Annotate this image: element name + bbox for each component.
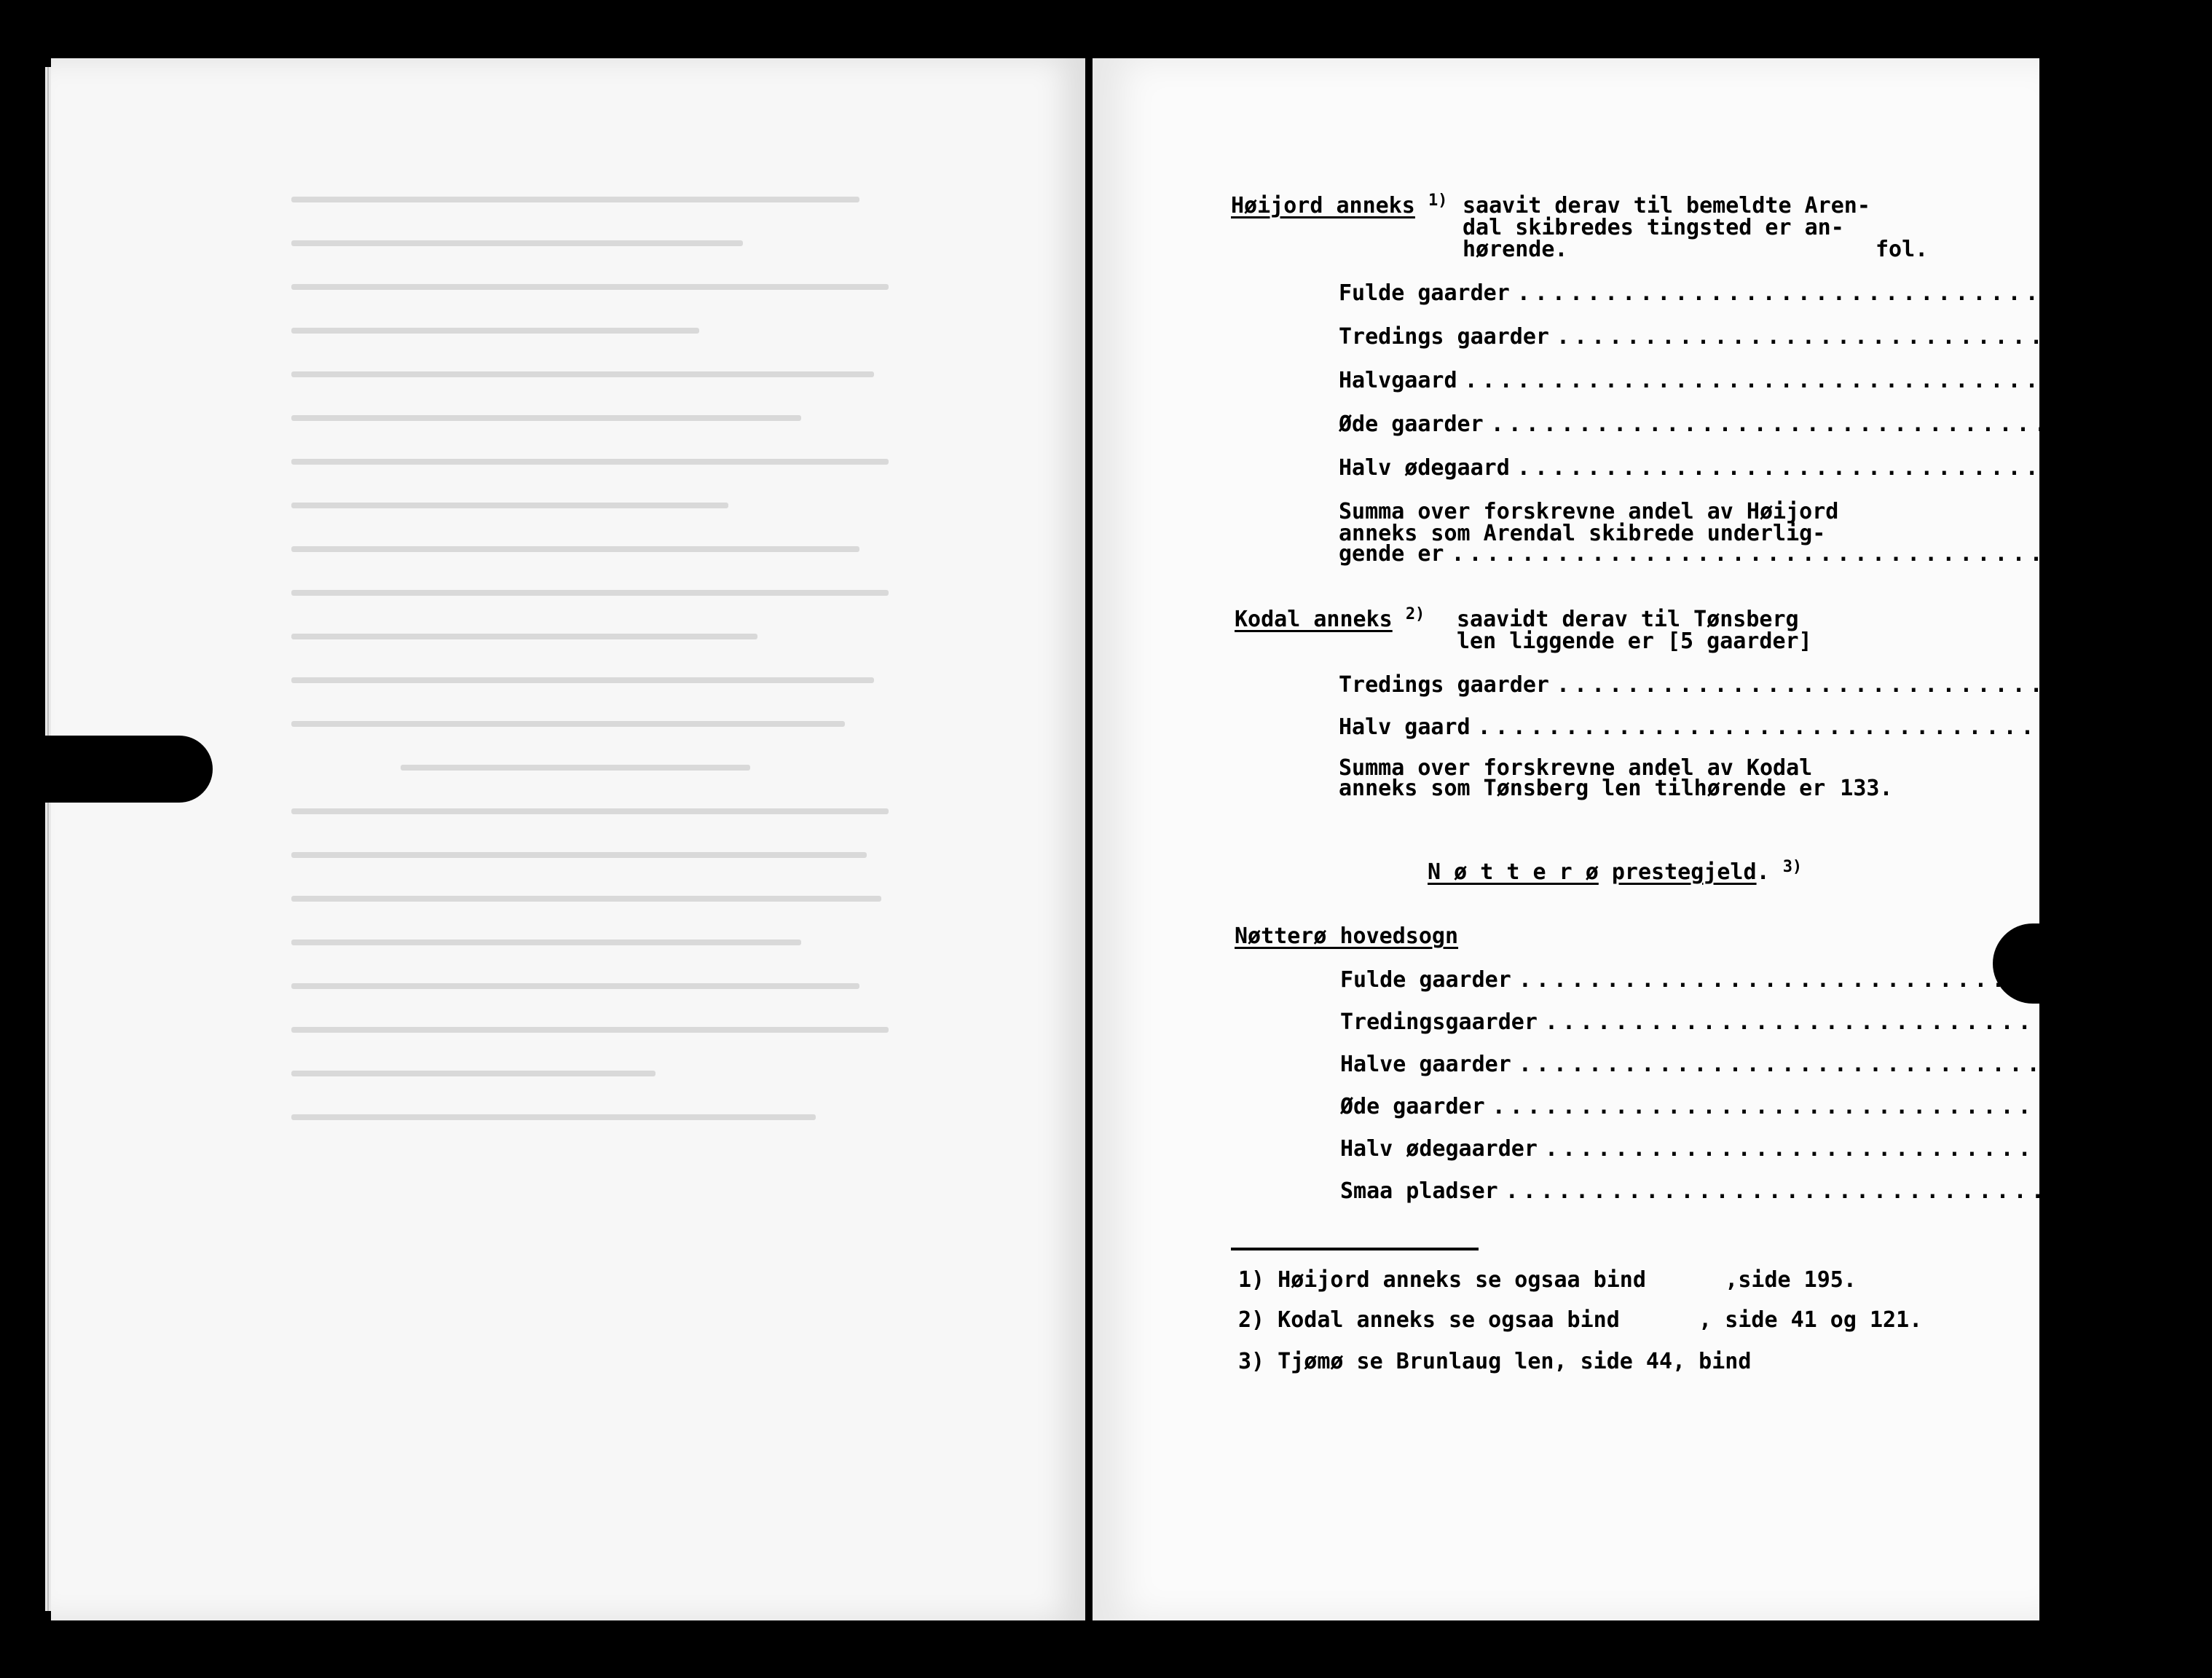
kodal-desc-1: saavidt derav til Tønsberg	[1457, 607, 1799, 632]
hoijord-row: Øde gaarder .................................. 130.	[1339, 411, 2147, 437]
hoijord-row: Halv ødegaard .................................. 131.	[1339, 455, 2173, 481]
notteroy-heading: N ø t t e r ø prestegjeld. $^{3)}$	[1428, 858, 1803, 885]
footnote-3: 3) Tjømø se Brunlaug len, side 44, bind	[1238, 1349, 1752, 1374]
kodal-heading: Kodal anneks $^{2)}$	[1235, 605, 1425, 632]
footnote-rule	[1231, 1248, 1479, 1250]
hoijord-summary-1: Summa over forskrevne andel av Høijord	[1339, 499, 1839, 524]
hoijord-desc-2: dal skibredes tingsted er an-	[1463, 215, 1844, 240]
hoijord-row: Fulde gaarder .................................. 128.	[1339, 280, 2173, 306]
footnote-1: 1) Høijord anneks se ogsaa bind ,side 195.	[1238, 1267, 1857, 1293]
hoijord-row: Tredings gaarder .................................. 129.	[1339, 324, 2212, 350]
fol-header: fol.	[1876, 237, 1929, 262]
notteroy-row: Halv ødegaarder .................................. 150.	[1340, 1136, 2201, 1162]
notteroy-row: Tredingsgaarder .................................. 137.	[1340, 1009, 2201, 1035]
hoijord-desc-1: saavit derav til bemeldte Aren-	[1463, 193, 1870, 218]
index-tab-left	[44, 736, 213, 803]
hoijord-desc-3: hørende.	[1463, 237, 1568, 262]
hoijord-heading: Høijord anneks $^{1)}$	[1231, 192, 1448, 218]
notteroy-row: Fulde gaarder .................................. 133.	[1340, 967, 2175, 993]
notteroy-row: Øde gaarder .................................. 147.	[1340, 1094, 2149, 1119]
kodal-row: Tredings gaarder .................................. 131.	[1339, 672, 2212, 698]
kodal-desc-2: len liggende er [5 gaarder]	[1457, 629, 1812, 654]
kodal-summary-row: anneks som Tønsberg len tilhørende er 133.	[1339, 776, 1893, 801]
kodal-row: Halv gaard .................................. 132.	[1339, 714, 2133, 740]
show-through-text	[291, 197, 947, 1478]
hoijord-summary-2: anneks som Arendal skibrede underlig-	[1339, 521, 1826, 546]
left-page-blank	[51, 58, 1085, 1620]
notteroy-row: Smaa pladser .................................. 152.	[1340, 1178, 2162, 1204]
notteroy-subheading: Nøtterø hovedsogn	[1235, 923, 1459, 949]
hoijord-row: Halvgaard .................................. 130.	[1339, 368, 2120, 393]
footnote-2: 2) Kodal anneks se ogsaa bind , side 41 og 121.	[1238, 1307, 1923, 1333]
kodal-summary-1: Summa over forskrevne andel av Kodal	[1339, 755, 1813, 781]
hoijord-summary-row: gende er .................................. 131.	[1339, 541, 2107, 567]
notteroy-row: Halve gaarder .................................. 142.	[1340, 1052, 2175, 1077]
